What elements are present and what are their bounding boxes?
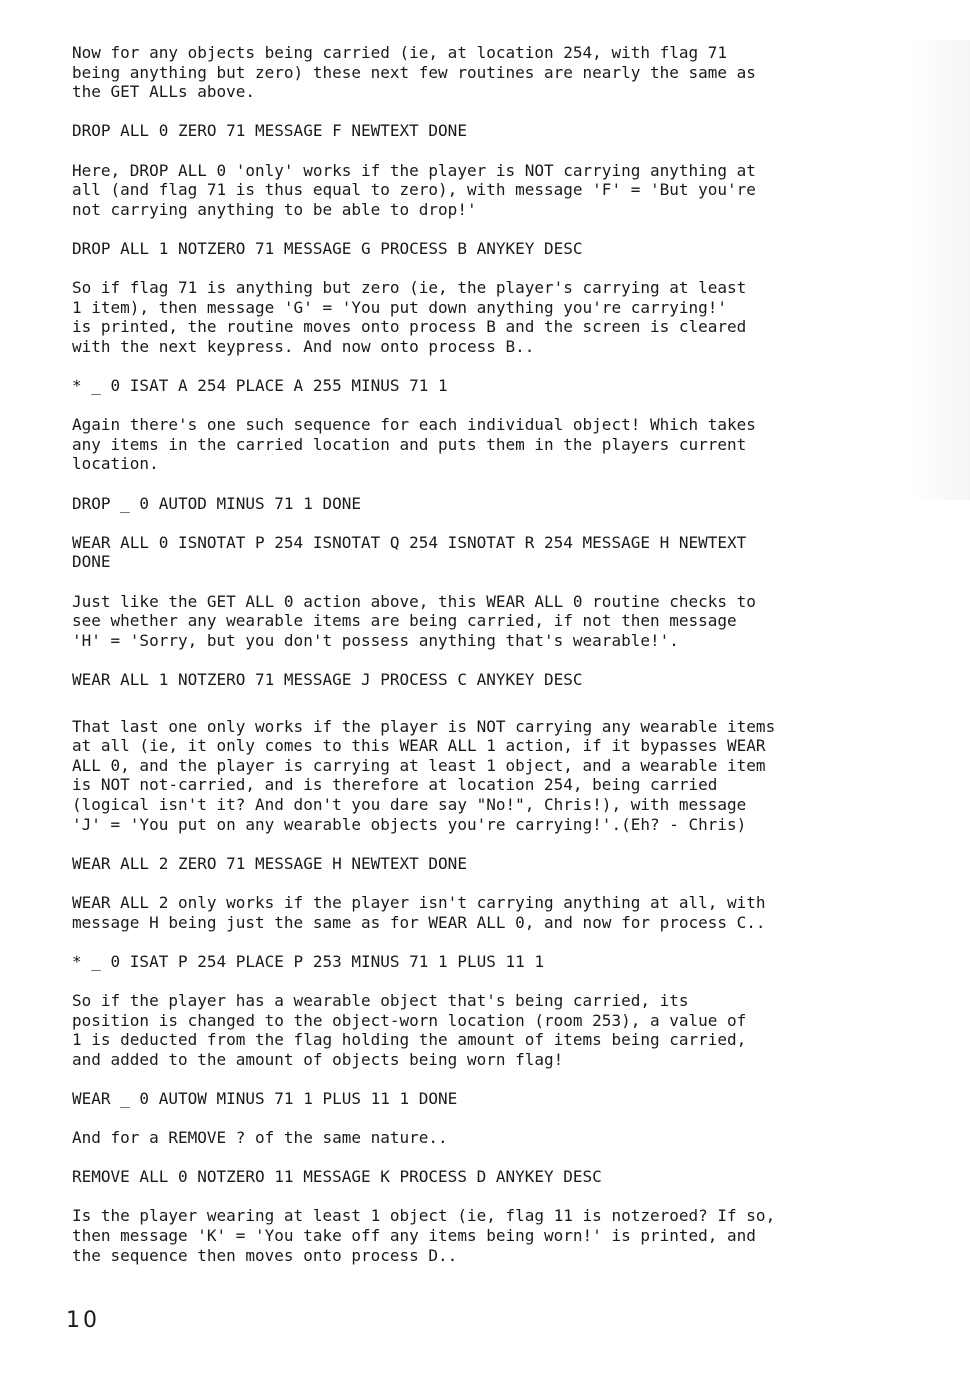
code-process-b: * _ 0 ISAT A 254 PLACE A 255 MINUS 71 1 bbox=[72, 376, 448, 396]
code-drop-all-0: DROP ALL 0 ZERO 71 MESSAGE F NEWTEXT DONE bbox=[72, 121, 467, 141]
code-wear-all-2: WEAR ALL 2 ZERO 71 MESSAGE H NEWTEXT DONE bbox=[72, 853, 467, 873]
wear-all-1-explanation: That last one only works if the player is NOT carrying any wearable items at all (ie, it only comes to this WEAR ALL 1 action, if it bypasses WEAR ALL 0, and the player is carrying at least 1 object, and a wearable item is NOT not-carried, and is therefore at location 254, being carried (logical isn't it? And don't you dare say "No!", Chris!), with message 'J' = 'You put on any wearable objects you're carrying!'.(Eh? - Chris) bbox=[72, 716, 776, 834]
code-process-c: * _ 0 ISAT P 254 PLACE P 253 MINUS 71 1 PLUS 11 1 bbox=[72, 951, 545, 971]
drop-all-0-explanation: Here, DROP ALL 0 'only' works if the player is NOT carrying anything at all (and flag 71 is thus equal to zero), with message 'F' = 'But you're not carrying anything to be able to drop!' bbox=[72, 160, 756, 219]
wear-all-0-explanation: Just like the GET ALL 0 action above, this WEAR ALL 0 routine checks to see whether any wearable items are being carried, if not then message 'H' = 'Sorry, but you don't possess anything that's wearable!'. bbox=[72, 591, 756, 650]
drop-all-1-explanation: So if flag 71 is anything but zero (ie, the player's carrying at least 1 item), then message 'G' = 'You put down anything you're carrying!' is printed, the routine moves onto process B and the screen is cleared with the next keypress. And now onto process B.. bbox=[72, 278, 747, 356]
process-b-explanation: Again there's one such sequence for each individual object! Which takes any items in the carried location and puts them in the players current location. bbox=[72, 415, 756, 474]
code-remove-all-0: REMOVE ALL 0 NOTZERO 11 MESSAGE K PROCESS D ANYKEY DESC bbox=[72, 1167, 602, 1187]
document-body bbox=[72, 43, 942, 1265]
code-drop-all-1: DROP ALL 1 NOTZERO 71 MESSAGE G PROCESS B ANYKEY DESC bbox=[72, 238, 583, 258]
code-wear-all-0: WEAR ALL 0 ISNOTAT P 254 ISNOTAT Q 254 ISNOTAT R 254 MESSAGE H NEWTEXT DONE bbox=[72, 532, 747, 572]
page-number: 10 bbox=[66, 1308, 100, 1333]
code-wear-all-1: WEAR ALL 1 NOTZERO 71 MESSAGE J PROCESS C ANYKEY DESC bbox=[72, 670, 583, 689]
intro-paragraph: Now for any objects being carried (ie, at location 254, with flag 71 being anything but zero) these next few routines are nearly the same as the GET ALLs above. bbox=[72, 43, 756, 102]
remove-intro: And for a REMOVE ? of the same nature.. bbox=[72, 1128, 448, 1148]
wear-all-2-explanation: WEAR ALL 2 only works if the player isn't carrying anything at all, with message H being just the same as for WEAR ALL 0, and now for process C.. bbox=[72, 892, 766, 932]
code-wear-autow: WEAR _ 0 AUTOW MINUS 71 1 PLUS 11 1 DONE bbox=[72, 1088, 458, 1108]
process-c-explanation: So if the player has a wearable object that's being carried, its position is changed to the object-worn location (room 253), a value of 1 is deducted from the flag holding the amount of items being carried, and added to the amount of objects being worn flag! bbox=[72, 990, 747, 1069]
remove-all-0-explanation: Is the player wearing at least 1 object (ie, flag 11 is notzeroed? If so, then message 'K' = 'You take off any items being worn!' is printed, and the sequence then moves onto process D.. bbox=[72, 1206, 776, 1265]
code-drop-autod: DROP _ 0 AUTOD MINUS 71 1 DONE bbox=[72, 493, 361, 513]
